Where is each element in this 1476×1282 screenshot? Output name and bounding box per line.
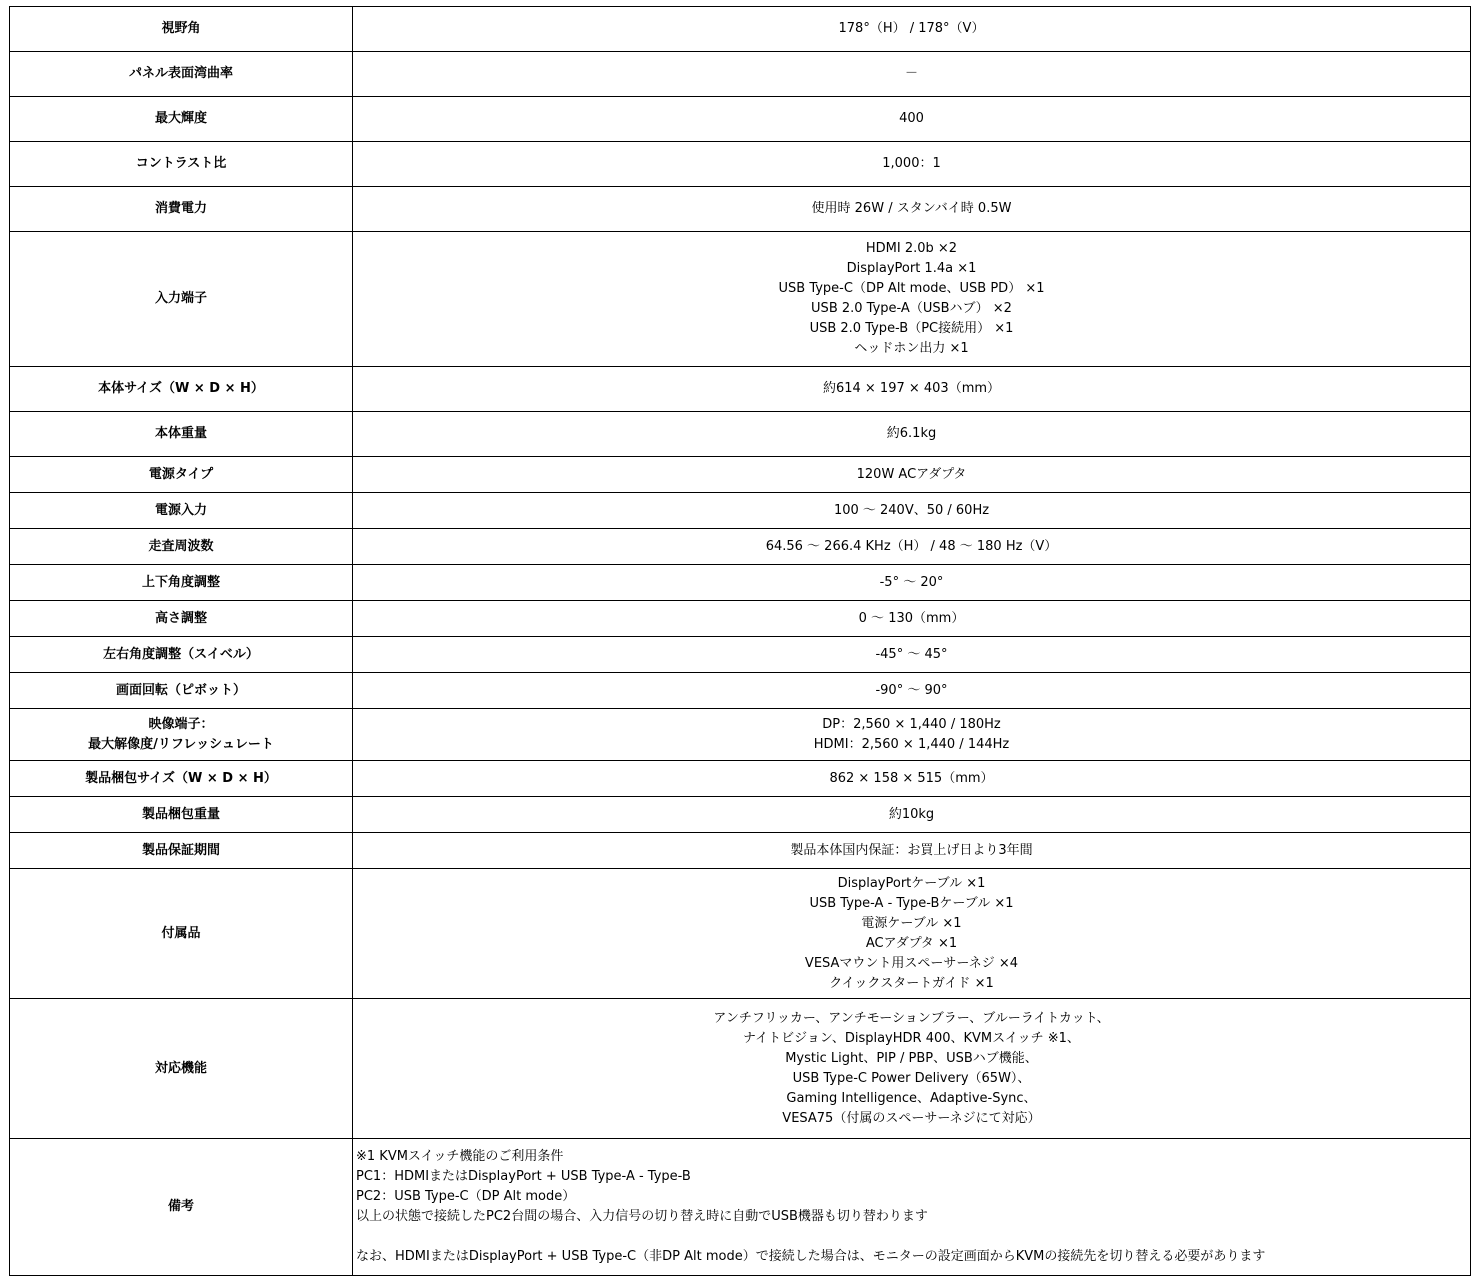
spec-label-line: 上下角度調整 — [141, 574, 220, 590]
spec-label — [10, 367, 353, 412]
spec-value-line: ヘッドホン出力 ×1 — [854, 341, 969, 356]
spec-value — [353, 761, 1471, 797]
spec-value-line: Gaming Intelligence、Adaptive-Sync、 — [786, 1090, 1037, 1106]
spec-value-line: 64.56 ～ 266.4 KHz（H） / 48 ～ 180 Hz（V） — [765, 538, 1058, 554]
spec-value — [353, 367, 1471, 412]
spec-value-line — [356, 1227, 1466, 1247]
spec-row — [10, 761, 1471, 797]
spec-label — [10, 999, 353, 1139]
spec-value-line: VESA75（付属のスペーサーネジにて対応） — [782, 1110, 1041, 1126]
spec-value — [353, 187, 1471, 232]
spec-label — [10, 457, 353, 493]
spec-row — [10, 673, 1471, 709]
spec-value-line: USB 2.0 Type-A（USBハブ） ×2 — [811, 301, 1012, 316]
spec-label-line: 消費電力 — [154, 201, 207, 216]
spec-value — [353, 7, 1471, 52]
spec-value-line: 120W ACアダプタ — [856, 466, 967, 482]
spec-value-line: HDMI 2.0b ×2 — [865, 241, 958, 256]
spec-value-line: -45° ～ 45° — [875, 646, 948, 662]
spec-label — [10, 187, 353, 232]
spec-value — [353, 797, 1471, 833]
spec-label — [10, 493, 353, 529]
spec-value — [353, 97, 1471, 142]
spec-value — [353, 412, 1471, 457]
spec-value-line: USB Type-A - Type-Bケーブル ×1 — [809, 895, 1014, 911]
spec-row — [10, 412, 1471, 457]
spec-value — [353, 673, 1471, 709]
spec-value-line: 178°（H） / 178°（V） — [838, 21, 985, 36]
spec-value-line: 1,000：1 — [882, 156, 941, 171]
spec-row — [10, 797, 1471, 833]
spec-value-line: -5° ～ 20° — [879, 574, 944, 590]
spec-label-line: 電源入力 — [154, 502, 207, 518]
spec-value-line: 862 × 158 × 515（mm） — [829, 770, 994, 786]
spec-value-line: HDMI：2,560 × 1,440 / 144Hz — [813, 736, 1010, 752]
spec-value-line: -90° ～ 90° — [875, 682, 948, 698]
spec-value-line: 100 ～ 240V、50 / 60Hz — [833, 502, 990, 518]
spec-label — [10, 7, 353, 52]
spec-value-line: USB Type-C（DP Alt mode、USB PD） ×1 — [778, 281, 1045, 296]
spec-row — [10, 1139, 1471, 1276]
spec-value-line: USB Type-C Power Delivery（65W）、 — [792, 1070, 1031, 1086]
spec-row — [10, 457, 1471, 493]
spec-row — [10, 999, 1471, 1139]
spec-label — [10, 797, 353, 833]
spec-value-line: － — [904, 66, 918, 81]
spec-row — [10, 232, 1471, 367]
spec-value-line: クイックスタートガイド ×1 — [829, 975, 994, 991]
spec-label — [10, 709, 353, 761]
spec-label-line: 電源タイプ — [148, 466, 214, 482]
spec-value — [353, 52, 1471, 97]
spec-label — [10, 1139, 353, 1276]
spec-value — [353, 232, 1471, 367]
spec-label — [10, 761, 353, 797]
spec-label — [10, 601, 353, 637]
spec-label — [10, 412, 353, 457]
spec-row — [10, 142, 1471, 187]
spec-value-line: 約10kg — [888, 806, 935, 822]
spec-label-line: 付属品 — [161, 925, 201, 941]
spec-label-line: 製品保証期間 — [141, 842, 220, 858]
spec-row — [10, 601, 1471, 637]
spec-label-line: 製品梱包サイズ（W × D × H） — [85, 770, 277, 786]
spec-value-line: 製品本体国内保証：お買上げ日より3年間 — [790, 842, 1033, 858]
spec-value-line: DisplayPortケーブル ×1 — [837, 875, 986, 891]
spec-row — [10, 7, 1471, 52]
spec-value-line: USB 2.0 Type-B（PC接続用） ×1 — [809, 321, 1014, 336]
spec-label-line: コントラスト比 — [135, 156, 227, 171]
spec-table — [9, 6, 1471, 1276]
spec-value-line: 約6.1kg — [886, 426, 937, 441]
spec-value — [353, 457, 1471, 493]
spec-row — [10, 367, 1471, 412]
spec-label — [10, 232, 353, 367]
spec-label-line: 画面回転（ピボット） — [115, 682, 246, 698]
spec-value — [353, 709, 1471, 761]
spec-label-line: 走査周波数 — [148, 538, 214, 554]
spec-label — [10, 833, 353, 869]
spec-value — [353, 1139, 1471, 1276]
spec-row — [10, 869, 1471, 999]
spec-value — [353, 833, 1471, 869]
spec-value-line: ※1 KVMスイッチ機能のご利用条件 — [356, 1149, 564, 1164]
spec-value — [353, 869, 1471, 999]
spec-label — [10, 142, 353, 187]
spec-value — [353, 601, 1471, 637]
spec-label-line: 最大解像度/リフレッシュレート — [88, 736, 274, 752]
spec-value-line: アンチフリッカー、アンチモーションブラー、ブルーライトカット、 — [713, 1010, 1110, 1026]
spec-row — [10, 637, 1471, 673]
spec-value-line: 0 ～ 130（mm） — [858, 610, 965, 626]
spec-value-line: 電源ケーブル ×1 — [861, 915, 962, 931]
spec-value-line: VESAマウント用スペーサーネジ ×4 — [804, 955, 1019, 971]
spec-value-line: PC1：HDMIまたはDisplayPort + USB Type-A - Type-B — [356, 1169, 691, 1184]
spec-label — [10, 565, 353, 601]
spec-value — [353, 637, 1471, 673]
spec-row — [10, 493, 1471, 529]
spec-label-line: 映像端子： — [148, 716, 214, 732]
spec-row — [10, 187, 1471, 232]
spec-row — [10, 709, 1471, 761]
spec-label — [10, 869, 353, 999]
spec-row — [10, 529, 1471, 565]
spec-value — [353, 493, 1471, 529]
spec-value — [353, 565, 1471, 601]
spec-value — [353, 142, 1471, 187]
spec-value-line: DisplayPort 1.4a ×1 — [846, 261, 977, 276]
spec-label — [10, 673, 353, 709]
spec-label-line: 高さ調整 — [154, 610, 207, 626]
spec-label-line: 製品梱包重量 — [141, 806, 220, 822]
spec-label-line: 本体重量 — [154, 426, 207, 441]
spec-value-line: DP：2,560 × 1,440 / 180Hz — [822, 716, 1001, 732]
spec-row — [10, 97, 1471, 142]
spec-label-line: パネル表面湾曲率 — [128, 66, 233, 81]
spec-value-line: 約614 × 197 × 403（mm） — [822, 381, 1001, 396]
spec-value — [353, 999, 1471, 1139]
spec-table-body — [10, 7, 1471, 1276]
spec-value-line: 400 — [899, 111, 924, 126]
spec-value-line: ナイトビジョン、DisplayHDR 400、KVMスイッチ ※1、 — [743, 1030, 1080, 1046]
spec-value-line: 以上の状態で接続したPC2台間の場合、入力信号の切り替え時に自動でUSB機器も切り替わります — [356, 1209, 928, 1224]
spec-label-line: 視野角 — [161, 21, 201, 36]
spec-label-line: 本体サイズ（W × D × H） — [98, 381, 264, 396]
spec-row — [10, 833, 1471, 869]
spec-label-line: 対応機能 — [154, 1060, 207, 1076]
spec-label-line: 入力端子 — [154, 291, 207, 306]
spec-row — [10, 52, 1471, 97]
spec-label-line: 最大輝度 — [154, 111, 207, 126]
spec-value — [353, 529, 1471, 565]
spec-label — [10, 637, 353, 673]
spec-label — [10, 97, 353, 142]
spec-label-line: 左右角度調整（スイベル） — [103, 646, 259, 662]
spec-value-line: 使用時 26W / スタンバイ時 0.5W — [811, 201, 1012, 216]
spec-label-line: 備考 — [167, 1199, 194, 1214]
spec-row — [10, 565, 1471, 601]
spec-label — [10, 529, 353, 565]
spec-value-line: ACアダプタ ×1 — [865, 935, 958, 951]
spec-label — [10, 52, 353, 97]
spec-value-line: Mystic Light、PIP / PBP、USBハブ機能、 — [785, 1050, 1038, 1066]
spec-value-line: PC2：USB Type-C（DP Alt mode） — [356, 1189, 576, 1204]
spec-value-line: なお、HDMIまたはDisplayPort + USB Type-C（非DP Alt mode）で接続した場合は、モニターの設定画面からKVMの接続先を切り替える必要があります — [356, 1249, 1266, 1264]
